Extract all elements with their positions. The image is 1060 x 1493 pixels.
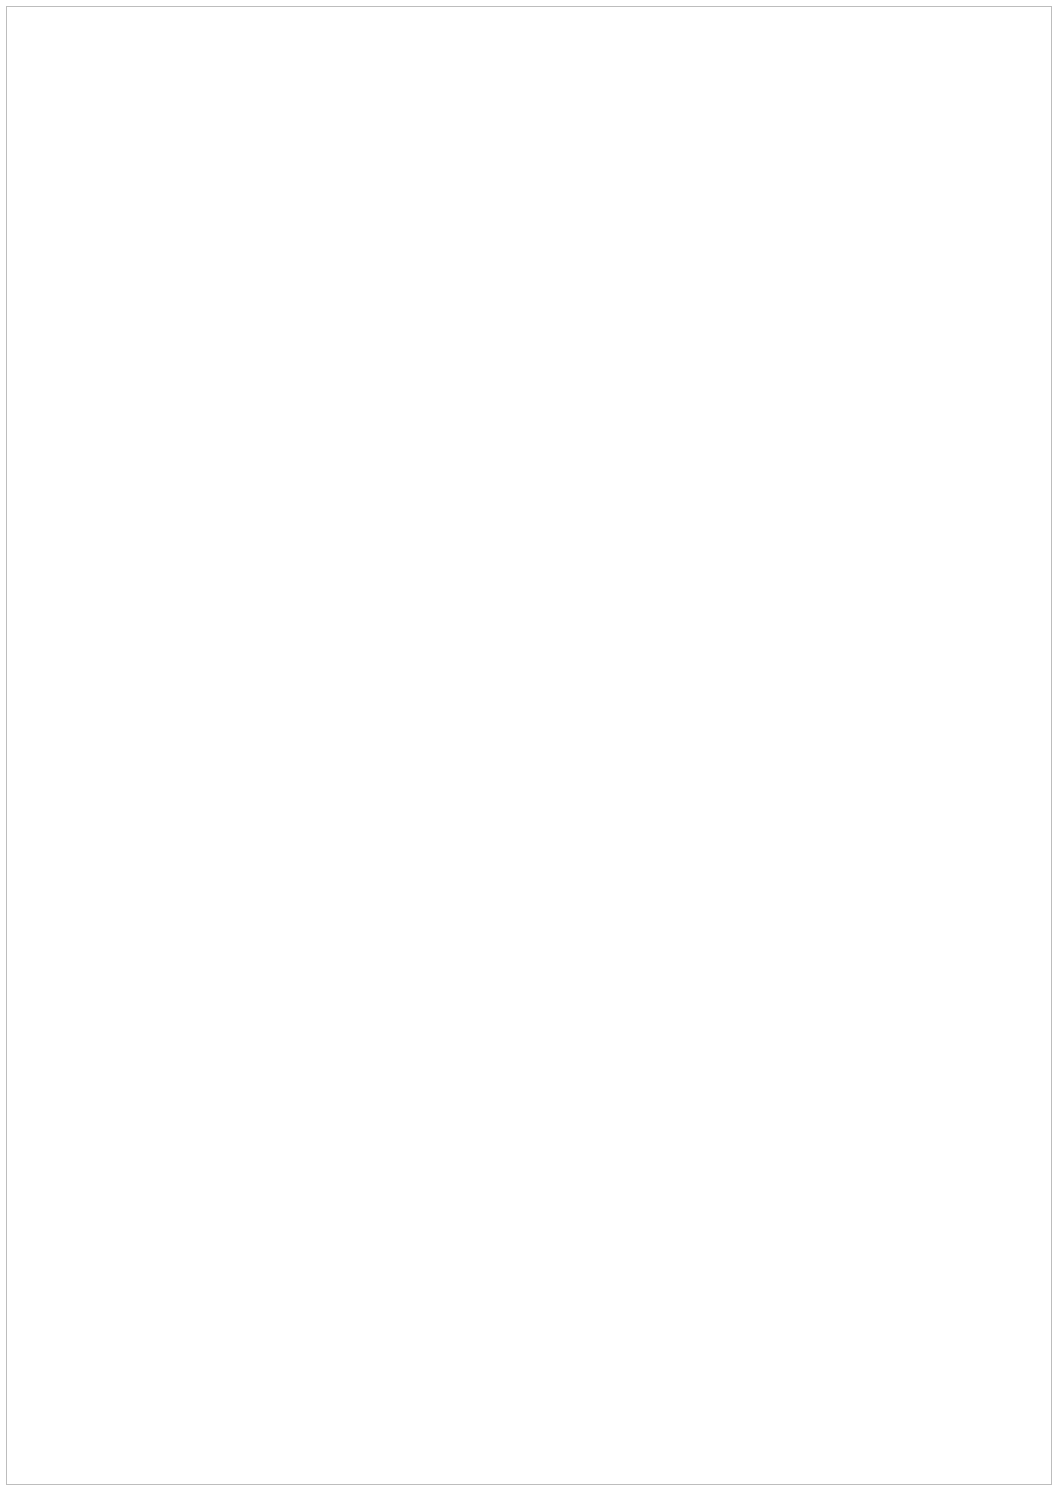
page-border [6, 6, 1052, 1485]
